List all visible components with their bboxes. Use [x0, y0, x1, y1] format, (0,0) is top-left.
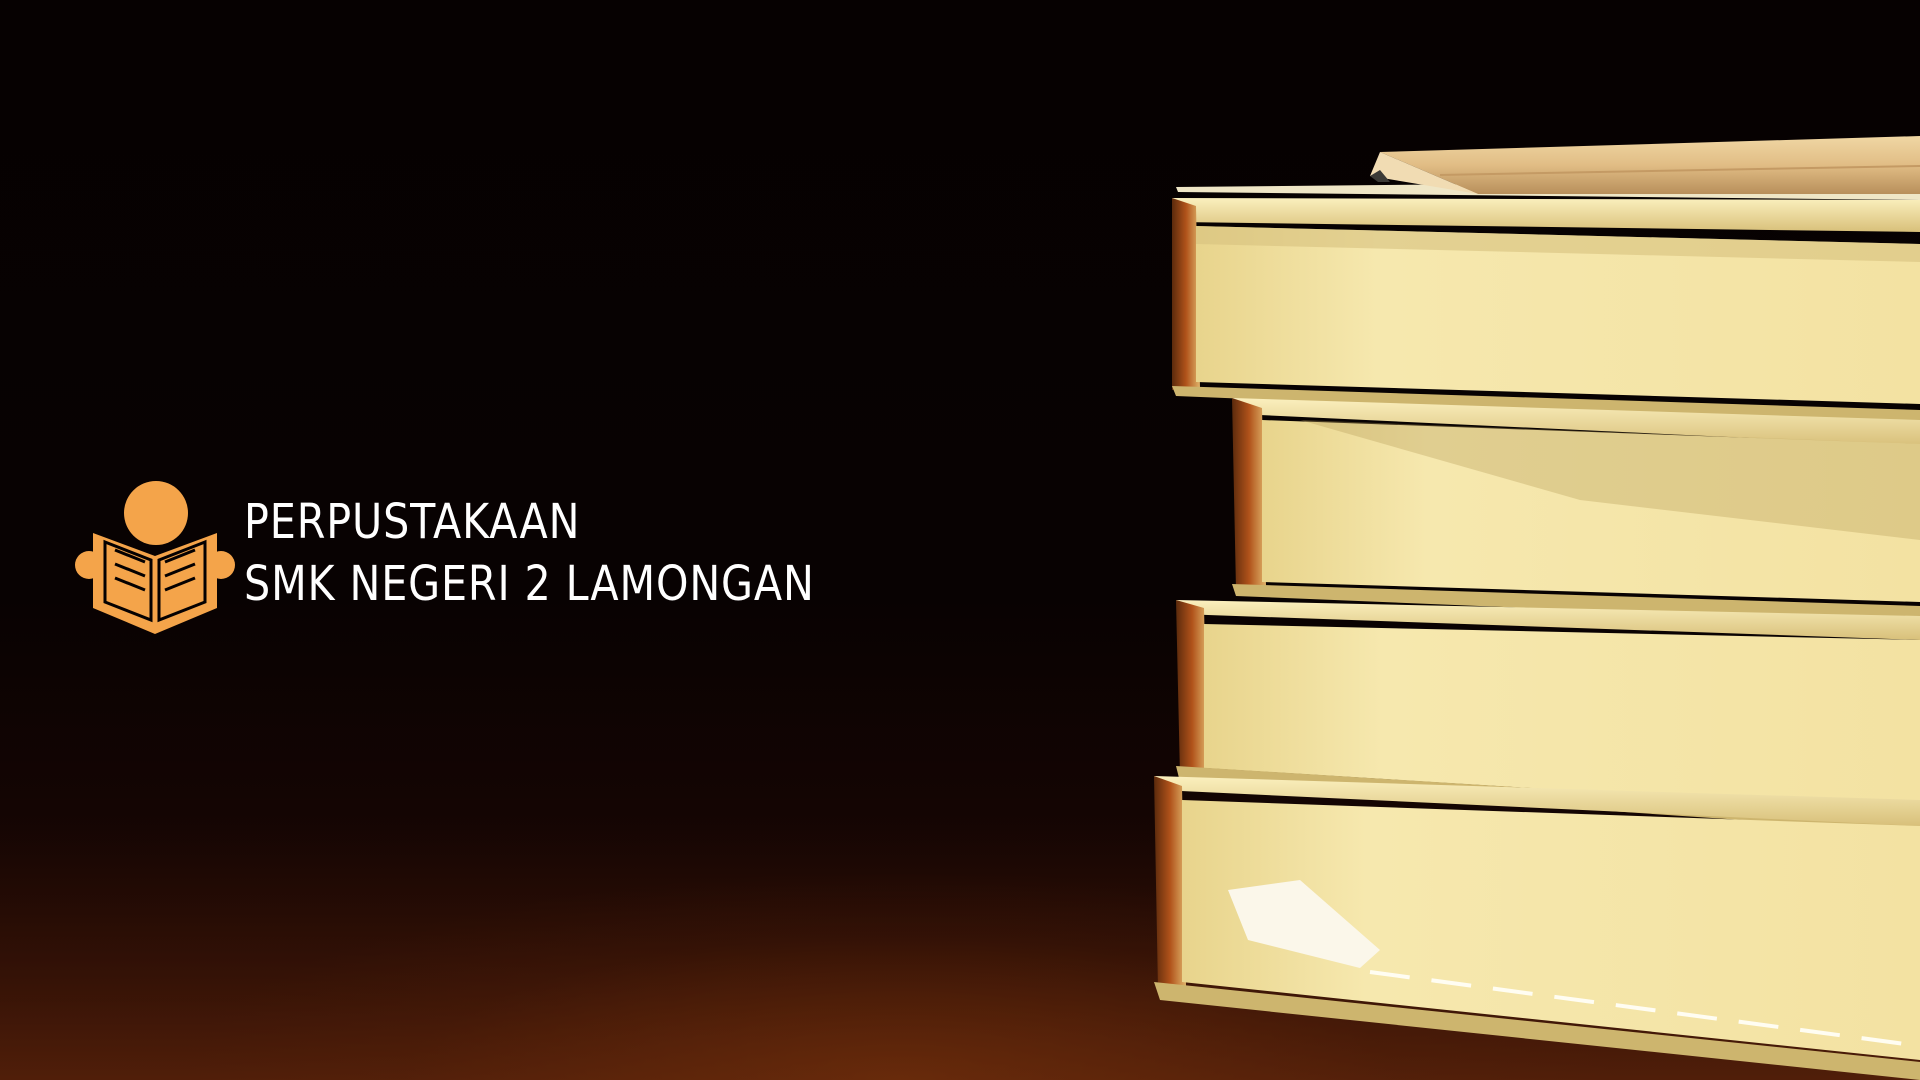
reading-person-icon — [75, 478, 235, 634]
pencil — [1370, 136, 1920, 194]
brand-text — [244, 491, 908, 615]
book-1 — [1172, 198, 1920, 426]
brand-subtitle: SMK NEGERI 2 LAMONGAN — [244, 556, 815, 612]
brand-lockup — [75, 478, 908, 634]
book-2 — [1232, 398, 1920, 624]
brand-title: PERPUSTAKAAN — [244, 494, 581, 550]
